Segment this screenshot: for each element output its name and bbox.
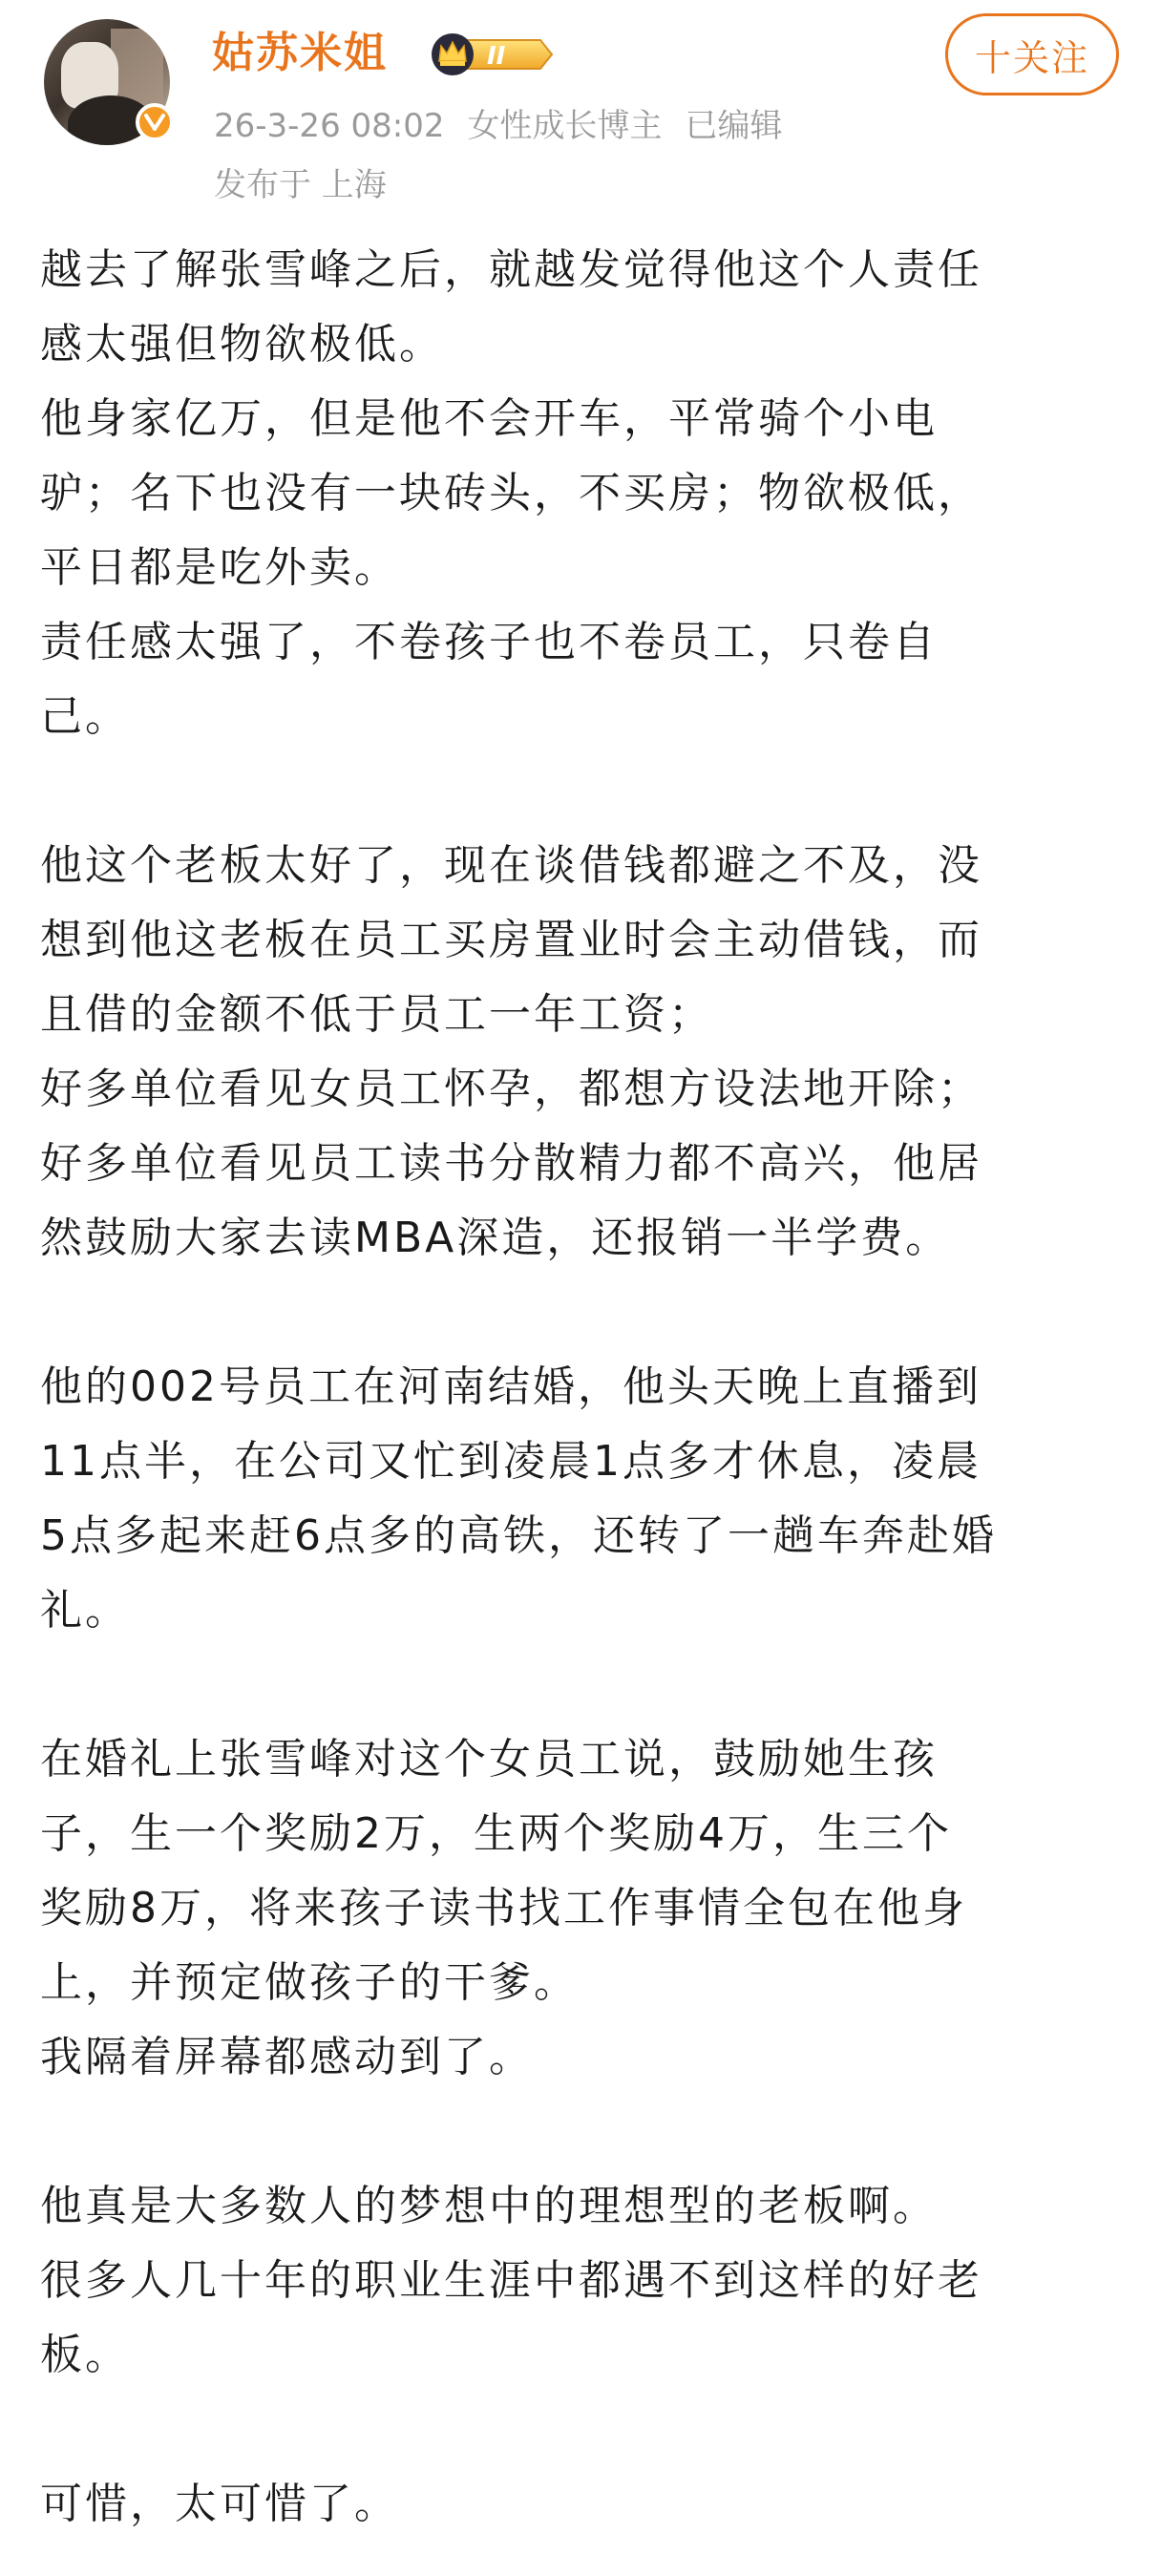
post-line: 礼。 <box>40 1586 130 1635</box>
member-level-crown-icon[interactable] <box>426 31 559 78</box>
post-line: 很多人几十年的职业生涯中都遇不到这样的好老 <box>40 2256 982 2305</box>
post-line: 在婚礼上张雪峰对这个女员工说，鼓励她生孩 <box>40 1735 938 1784</box>
post-line: 他真是大多数人的梦想中的理想型的老板啊。 <box>40 2182 938 2230</box>
post-line: 且借的金额不低于员工一年工资； <box>40 990 713 1039</box>
post-header <box>0 0 1161 220</box>
post-line: 越去了解张雪峰之后，就越发觉得他这个人责任 <box>40 245 982 294</box>
post-line: 上，并预定做孩子的干爹。 <box>40 1958 579 2007</box>
post-line: 可惜，太可惜了。 <box>40 2480 399 2528</box>
post-line: 他的002号员工在河南结婚，他头天晚上直播到 <box>40 1362 982 1411</box>
follow-button[interactable]: 十关注 <box>945 13 1119 95</box>
post-line: 好多单位看见员工读书分散精力都不高兴，他居 <box>40 1139 982 1188</box>
level-text: II <box>487 42 506 71</box>
post-line: 板。 <box>40 2331 130 2379</box>
post-meta <box>214 103 806 149</box>
post-line: 己。 <box>40 692 130 741</box>
paragraph-gap <box>40 1276 1129 1350</box>
avatar[interactable] <box>44 19 170 145</box>
post-line: 感太强但物欲极低。 <box>40 320 444 369</box>
post-line: 他身家亿万，但是他不会开车，平常骑个小电 <box>40 394 938 443</box>
post-line: 好多单位看见女员工怀孕，都想方设法地开除； <box>40 1065 982 1113</box>
post-line: 子，生一个奖励2万，生两个奖励4万，生三个 <box>40 1809 952 1858</box>
post-line: 驴；名下也没有一块砖头，不买房；物欲极低， <box>40 469 982 517</box>
post-line: 然鼓励大家去读MBA深造，还报销一半学费。 <box>40 1214 951 1262</box>
paragraph-gap <box>40 754 1129 829</box>
post-line: 想到他这老板在员工买房置业时会主动借钱，而 <box>40 916 982 964</box>
post-line: 11点半，在公司又忙到凌晨1点多才休息，凌晨 <box>40 1437 982 1486</box>
paragraph-gap <box>40 2393 1129 2467</box>
verified-v-icon <box>136 103 174 141</box>
username[interactable]: 姑苏米姐 <box>212 29 388 77</box>
paragraph-gap <box>40 1648 1129 1722</box>
post-body <box>40 233 1129 2542</box>
post-line: 我隔着屏幕都感动到了。 <box>40 2033 534 2081</box>
post-line: 平日都是吃外卖。 <box>40 543 399 592</box>
edited-label[interactable]: 已编辑 <box>685 107 783 145</box>
author-role: 女性成长博主 <box>467 107 663 145</box>
post-line: 他这个老板太好了，现在谈借钱都避之不及，没 <box>40 841 982 890</box>
post-line: 责任感太强了，不卷孩子也不卷员工，只卷自 <box>40 618 938 666</box>
post-line: 奖励8万，将来孩子读书找工作事情全包在他身 <box>40 1884 967 1932</box>
post-location: 发布于 上海 <box>214 166 387 204</box>
paragraph-gap <box>40 2095 1129 2169</box>
post-line: 5点多起来赶6点多的高铁，还转了一趟车奔赴婚 <box>40 1511 997 1560</box>
post-timestamp: 26-3-26 08:02 <box>214 107 445 145</box>
